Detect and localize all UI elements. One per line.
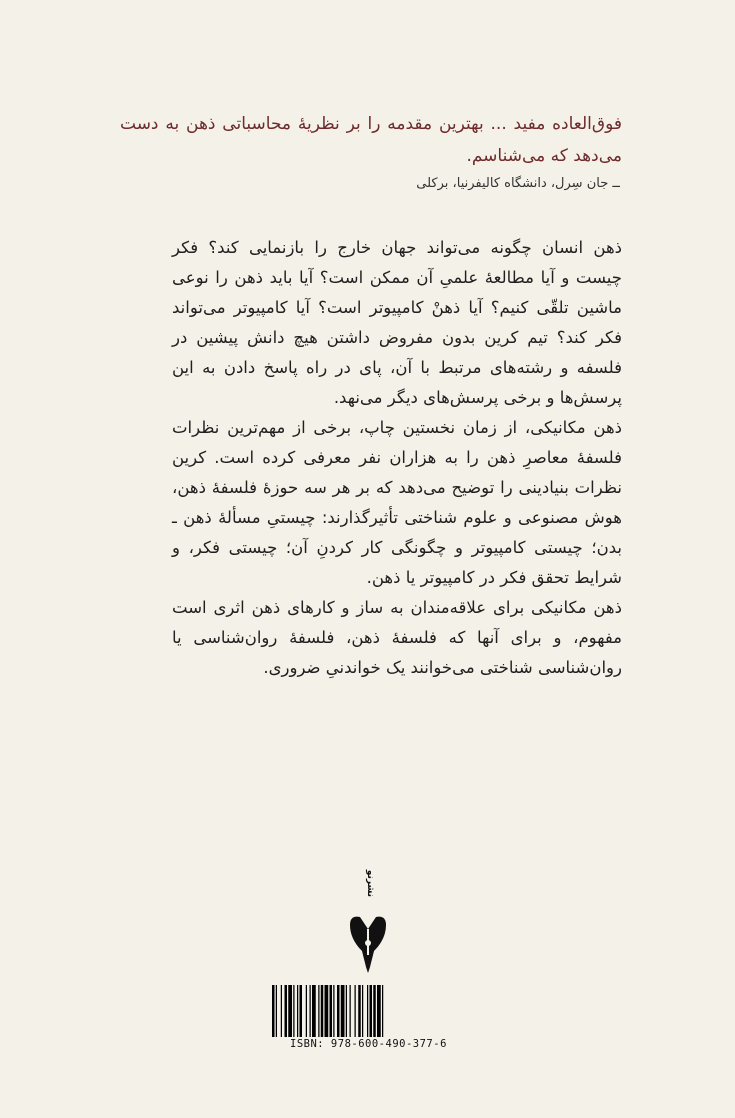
blurb: [172, 233, 622, 683]
publisher-name: نشرنو: [365, 869, 375, 897]
endorsement-quote: فوق‌العاده مفید ... بهترین مقدمه را بر نظریهٔ محاسباتی ذهن به دست می‌دهد که می‌شناسم.: [120, 114, 622, 166]
blurb-paragraph-1: ذهن انسان چگونه می‌تواند جهان خارج را بازنمایی کند؟ فکر چیست و آیا مطالعهٔ علمیِ آن ممکن است؟ آیا باید ذهن را نوعی ماشین تلقّی کنیم؟ آیا ذهنْ کامپیوتر است؟ آیا کامپیوتر می‌تواند فکر کند؟ تیم کرین بدون مفروض داشتن هیچ دانش پیشین در فلسفه و رشته‌های مرتبط با آن، پای در راه پاسخ دادن به این پرسش‌ها و برخی پرسش‌های دیگر می‌نهد.: [172, 238, 622, 407]
blurb-paragraph-3: ذهن مکانیکی برای علاقه‌مندان به ساز و کارهای ذهن اثری است مفهوم، و برای آنها که فلسفهٔ ذهن، فلسفهٔ روان‌شناسی یا روان‌شناسی شناختی می‌خوانند یک خواندنیِ ضروری.: [172, 598, 622, 677]
isbn-barcode: [268, 985, 468, 1037]
pen-nib-logo-icon: [344, 869, 392, 975]
quote-attribution: ــ جان سِرل، دانشگاه کالیفرنیا، برکلی: [416, 176, 620, 191]
blurb-paragraph-2: ذهن مکانیکی، از زمان نخستین چاپ، برخی از مهم‌ترین نظرات فلسفهٔ معاصرِ ذهن را به هزاران نفر معرفی کرده است. کرین نظرات بنیادینی را توضیح می‌دهد که بر هر سه حوزهٔ فلسفهٔ ذهن، هوش مصنوعی و علوم شناختی تأثیرگذارند: چیستیِ مسألهٔ ذهن ـ بدن؛ چیستی کامپیوتر و چگونگی کار کردنِ آن؛ چیستی فکر، و شرایط تحقق فکر در کامپیوتر یا ذهن.: [172, 418, 622, 587]
isbn-number: ISBN: 978-600-490-377-6: [290, 1038, 447, 1050]
